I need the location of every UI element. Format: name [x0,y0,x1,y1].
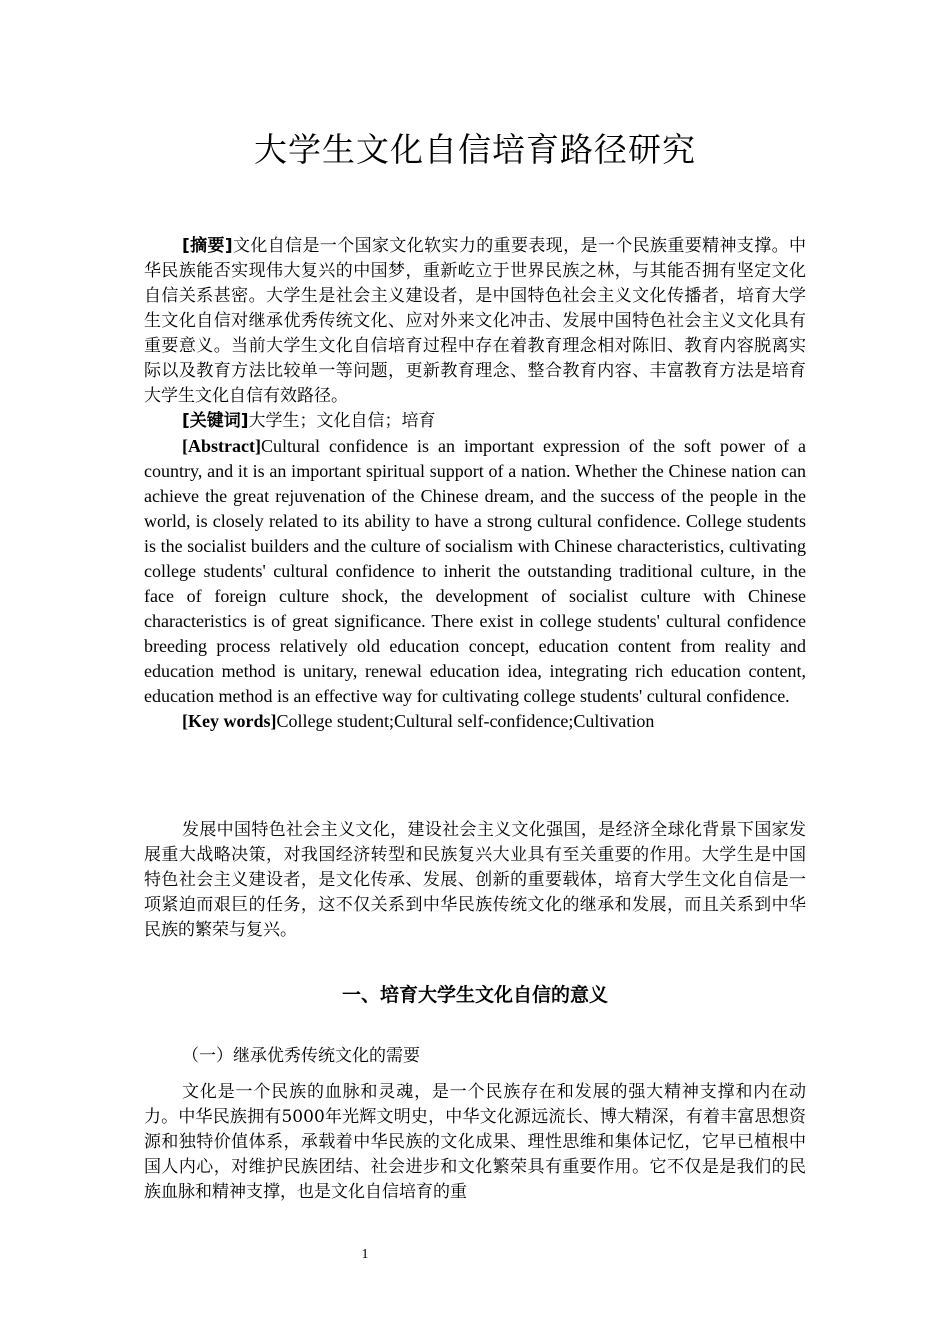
keywords-cn-label: [关键词] [182,411,249,431]
keywords-cn-paragraph [144,409,806,434]
keywords-en-text: College student;Cultural self-confidence;Cultivation [276,711,655,731]
subsection-heading: （一）继承优秀传统文化的需要 [182,1046,420,1066]
document-title: 大学生文化自信培育路径研究 [254,130,696,169]
abstract-cn-text: 文化自信是一个国家文化软实力的重要表现，是一个民族重要精神支撑。中华民族能否实现伟大复兴的中国梦，重新屹立于世界民族之林，与其能否拥有坚定文化自信关系甚密。大学生是社会主义建设者，是中国特色社会主义文化传播者，培育大学生文化自信对继承优秀传统文化、应对外来文化冲击、发展中国特色社会主义文化具有重要意义。当前大学生文化自信培育过程中存在着教育理念相对陈旧、教育内容脱离实际以及教育方法比较单一等问题，更新教育理念、整合教育内容、丰富教育方法是培育大学生文化自信有效路径。 [144,236,807,406]
intro-block [144,818,806,943]
abstract-en-paragraph [144,434,806,709]
abstract-cn-paragraph [144,234,806,409]
section-heading: 一、培育大学生文化自信的意义 [341,984,608,1006]
keywords-cn-text: 大学生；文化自信；培育 [248,411,436,431]
keywords-en-label: [Key words] [182,711,277,731]
abstract-en-label: [Abstract] [182,436,261,456]
abstract-cn-label: [摘要] [182,236,233,256]
abstract-en-text: Cultural confidence is an important expression of the soft power of a country, and it is an important spiritual support of a nation. Whether the Chinese nation can achieve the great rejuvenation of the Chinese dream, and the success of the people in the world, is closely related to its ability to have a strong cultural confidence. College students is the socialist builders and the culture of socialism with Chinese characteristics, cultivating college students' cultural confidence to inherit the outstanding traditional culture, in the face of foreign culture shock, the development of socialist culture with Chinese characteristics is of great significance. There exist in college students' cultural confidence breeding process relatively old education concept, education content from reality and education method is unitary, renewal education idea, integrating rich education content, education method is an effective way for cultivating college students' cultural confidence. [144,436,806,706]
subsection-paragraph: 文化是一个民族的血脉和灵魂，是一个民族存在和发展的强大精神支撑和内在动力。中华民族拥有5000年光辉文明史，中华文化源远流长、博大精深，有着丰富思想资源和独特价值体系，承载着中华民族的文化成果、理性思维和集体记忆，它早已植根中国人内心，对维护民族团结、社会进步和文化繁荣具有重要作用。它不仅是是我们的民族血脉和精神支撑，也是文化自信培育的重 [144,1082,806,1202]
subsection-body-block [144,1080,806,1205]
intro-paragraph: 发展中国特色社会主义文化，建设社会主义文化强国，是经济全球化背景下国家发展重大战略决策，对我国经济转型和民族复兴大业具有至关重要的作用。大学生是中国特色社会主义建设者，是文化传承、发展、创新的重要载体，培育大学生文化自信是一项紧迫而艰巨的任务，这不仅关系到中华民族传统文化的继承和发展，而且关系到中华民族的繁荣与复兴。 [144,820,806,940]
keywords-en-paragraph [144,709,806,734]
abstract-cn-block [144,234,806,734]
page-number: 1 [361,1247,369,1262]
